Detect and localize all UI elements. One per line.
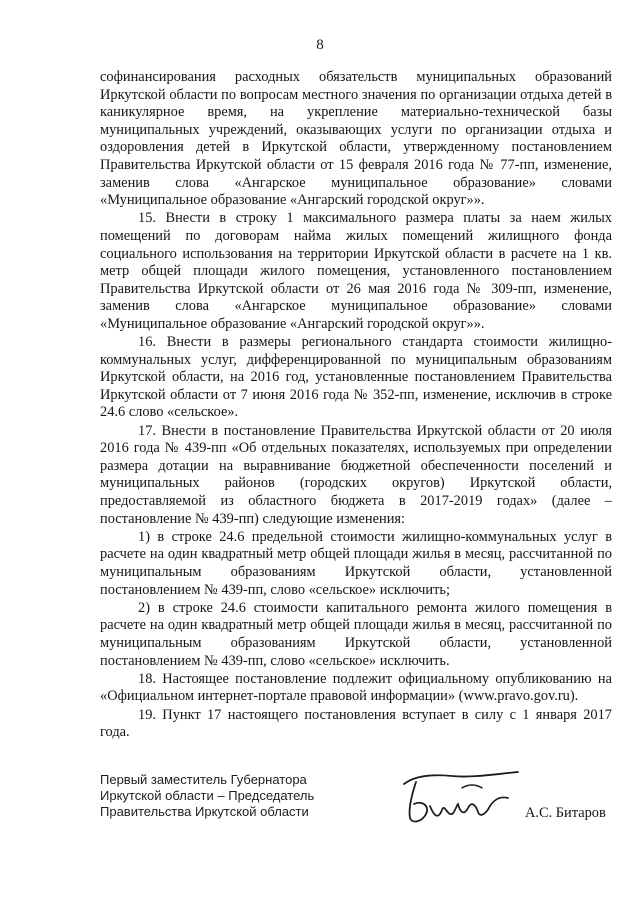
document-body bbox=[100, 69, 612, 742]
page-number: 8 bbox=[316, 37, 324, 53]
paragraph-item-16: 16. Внести в размеры регионального стандарта стоимости жилищно-коммунальных услуг, дифференцированной по муниципальным образованиям Иркутской области, на 2016 год, установленные постановлением Правительства Иркутской области от 7 июня 2016 года № 352-пп, изменение, исключив в строке 24.6 слово «сельское». bbox=[100, 334, 612, 421]
signatory-name: А.С. Битаров bbox=[525, 805, 606, 821]
signatory-position-line: Первый заместитель Губернатора bbox=[100, 772, 307, 787]
signatory-position bbox=[100, 772, 370, 820]
signatory-position-line: Иркутской области – Председатель bbox=[100, 788, 315, 803]
paragraph-item-17: 17. Внести в постановление Правительства Иркутской области от 20 июля 2016 года № 439-пп «Об отдельных показателях, используемых при определении размера дотации на выравнивание бюджетной обеспеченности поселений и муниципальных районов (городских округов) Иркутской области, предоставляемой из областного бюджета в 2017-2019 годах» (далее – постановление № 439-пп) следующие изменения: bbox=[100, 422, 612, 527]
paragraph-item-19: 19. Пункт 17 настоящего постановления вступает в силу с 1 января 2017 года. bbox=[100, 706, 612, 741]
handwritten-signature bbox=[392, 766, 532, 830]
paragraph-item-15: 15. Внести в строку 1 максимального размера платы за наем жилых помещений по договорам найма жилых помещений жилищного фонда социального использования на территории Иркутской области в расчете на 1 кв. метр общей площади жилого помещения, установленного постановлением Правительства Иркутской области от 26 мая 2016 года № 309-пп, изменение, заменив слова «Ангарское муниципальное образование» словами «Муниципальное образование «Ангарский городской округ»». bbox=[100, 210, 612, 332]
signatory-position-line: Правительства Иркутской области bbox=[100, 804, 309, 819]
paragraph-continuation: софинансирования расходных обязательств муниципальных образований Иркутской области по вопросам местного значения по организации отдыха детей в каникулярное время, на укрепление материально-технической базы муниципальных учреждений, оказывающих услуги по организации отдыха и оздоровления детей в Иркутской области, утвержденному постановлением Правительства Иркутской области от 15 февраля 2016 года № 77-пп, изменение, заменив слова «Ангарское муниципальное образование» словами «Муниципальное образование «Ангарский городской округ»». bbox=[100, 69, 612, 209]
paragraph-subitem-1: 1) в строке 24.6 предельной стоимости жилищно-коммунальных услуг в расчете на один квадратный метр общей площади жилья в месяц, рассчитанной по муниципальным образованиям Иркутской области, установленной постановлением № 439-пп, слово «сельское» исключить; bbox=[100, 528, 612, 598]
paragraph-item-18: 18. Настоящее постановление подлежит официальному опубликованию на «Официальном интернет-портале правовой информации» (www.pravo.gov.ru). bbox=[100, 670, 612, 705]
paragraph-subitem-2: 2) в строке 24.6 стоимости капитального ремонта жилого помещения в расчете на один квадратный метр общей площади жилья в месяц, рассчитанной по муниципальным образованиям Иркутской области, установленной постановлением № 439-пп, слово «сельское» исключить. bbox=[100, 599, 612, 669]
signature-block bbox=[100, 772, 620, 832]
